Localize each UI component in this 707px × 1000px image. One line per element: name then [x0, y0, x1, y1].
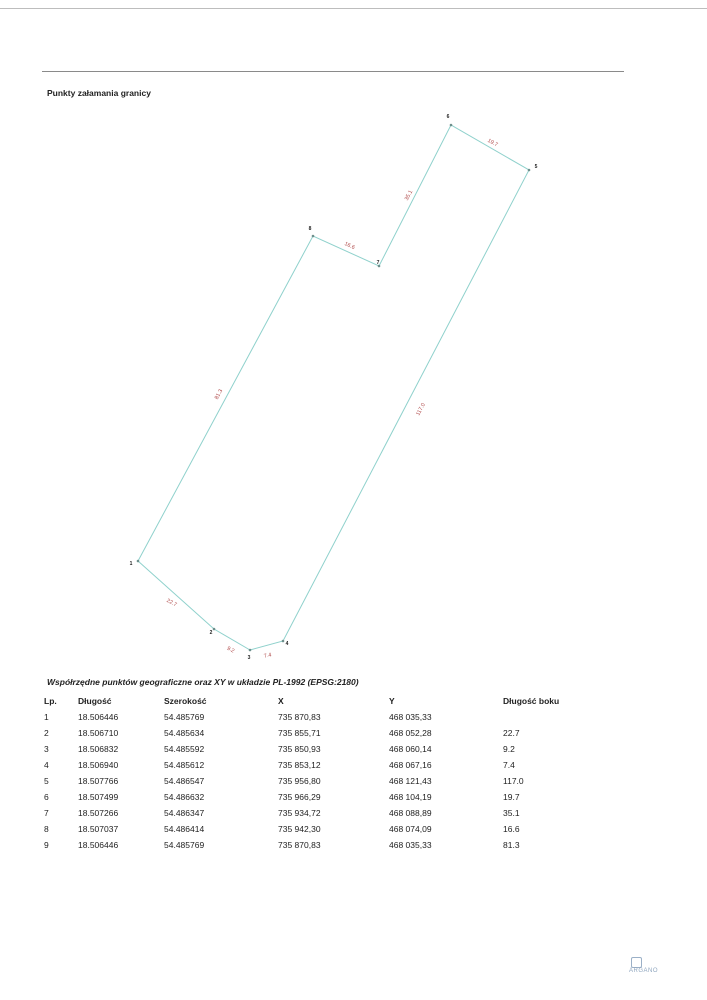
- point-label: 3: [247, 655, 251, 661]
- point-label: 7: [376, 260, 380, 266]
- boundary-vertex: [450, 124, 453, 127]
- cell-y: 468 104,19: [389, 792, 432, 802]
- boundary-vertex: [312, 235, 315, 238]
- logo-mark-icon: [631, 957, 642, 968]
- cell-longitude: 18.506940: [78, 760, 119, 770]
- cell-y: 468 121,43: [389, 776, 432, 786]
- header-y: Y: [389, 696, 395, 706]
- cell-side-length: [503, 709, 583, 725]
- cell-latitude: 54.485592: [164, 744, 205, 754]
- table-row: [44, 837, 583, 853]
- header-side-length: Długość boku: [503, 696, 560, 706]
- side-length-label: 22.7: [165, 597, 178, 609]
- coordinates-table: [44, 693, 583, 853]
- point-label: 6: [446, 114, 450, 120]
- cell-latitude: 54.486547: [164, 776, 205, 786]
- cell-side-length: 16.6: [503, 824, 520, 834]
- point-label: 8: [308, 226, 312, 232]
- cell-x: 735 956,80: [278, 776, 321, 786]
- cell-latitude: 54.486414: [164, 824, 205, 834]
- header-latitude: Szerokość: [164, 696, 207, 706]
- boundary-polygon: [138, 125, 529, 650]
- boundary-vertex: [528, 169, 531, 172]
- cell-x: 735 850,93: [278, 744, 321, 754]
- header-longitude: Długość: [78, 696, 112, 706]
- cell-x: 735 942,30: [278, 824, 321, 834]
- table-header-row: [44, 693, 583, 709]
- table-row: [44, 805, 583, 821]
- table-row: [44, 821, 583, 837]
- cell-side-length: 19.7: [503, 792, 520, 802]
- cell-longitude: 18.506446: [78, 712, 119, 722]
- cell-x: 735 870,83: [278, 840, 321, 850]
- cell-longitude: 18.506710: [78, 728, 119, 738]
- cell-x: 735 934,72: [278, 808, 321, 818]
- cell-x: 735 966,29: [278, 792, 321, 802]
- header-x: X: [278, 696, 284, 706]
- side-length-label: 9.2: [225, 645, 236, 655]
- cell-latitude: 54.485769: [164, 712, 205, 722]
- cell-side-length: 117.0: [503, 776, 524, 786]
- point-label: 2: [209, 630, 213, 636]
- side-length-label: 7.4: [263, 652, 273, 660]
- cell-latitude: 54.485612: [164, 760, 205, 770]
- cell-side-length: 81.3: [503, 840, 520, 850]
- cell-y: 468 035,33: [389, 712, 432, 722]
- boundary-vertex: [213, 628, 216, 631]
- cell-lp: 8: [44, 824, 49, 834]
- cell-x: 735 855,71: [278, 728, 321, 738]
- cell-lp: 7: [44, 808, 49, 818]
- side-length-label: 16.6: [343, 241, 356, 252]
- cell-lp: 3: [44, 744, 49, 754]
- coordinates-table-body: [44, 709, 583, 853]
- cell-side-length: 22.7: [503, 728, 520, 738]
- cell-side-length: 9.2: [503, 744, 515, 754]
- table-row: [44, 725, 583, 741]
- boundary-vertex: [137, 560, 140, 563]
- argano-logo: [629, 957, 673, 977]
- cell-longitude: 18.507499: [78, 792, 119, 802]
- cell-y: 468 074,09: [389, 824, 432, 834]
- cell-y: 468 052,28: [389, 728, 432, 738]
- cell-lp: 5: [44, 776, 49, 786]
- cell-latitude: 54.486347: [164, 808, 205, 818]
- point-label: 1: [129, 561, 133, 567]
- cell-x: 735 870,83: [278, 712, 321, 722]
- table-row: [44, 757, 583, 773]
- cell-x: 735 853,12: [278, 760, 321, 770]
- cell-longitude: 18.506446: [78, 840, 119, 850]
- cell-lp: 2: [44, 728, 49, 738]
- cell-lp: 1: [44, 712, 49, 722]
- boundary-vertex: [282, 640, 285, 643]
- cell-lp: 9: [44, 840, 49, 850]
- logo-text: ARGANO: [629, 968, 659, 974]
- table-row: [44, 789, 583, 805]
- cell-lp: 4: [44, 760, 49, 770]
- cell-latitude: 54.485769: [164, 840, 205, 850]
- side-length-label: 81.3: [213, 388, 225, 401]
- cell-y: 468 088,89: [389, 808, 432, 818]
- cell-y: 468 067,16: [389, 760, 432, 770]
- cell-longitude: 18.507037: [78, 824, 119, 834]
- cell-latitude: 54.485634: [164, 728, 205, 738]
- table-row: [44, 709, 583, 725]
- coordinates-heading: Współrzędne punktów geograficzne oraz XY w układzie PL-1992 (EPSG:2180): [47, 677, 359, 687]
- table-row: [44, 741, 583, 757]
- cell-y: 468 035,33: [389, 840, 432, 850]
- point-label: 5: [534, 164, 538, 170]
- header-lp: Lp.: [44, 696, 57, 706]
- cell-longitude: 18.507266: [78, 808, 119, 818]
- side-length-label: 35.1: [403, 189, 415, 202]
- cell-y: 468 060,14: [389, 744, 432, 754]
- cell-longitude: 18.506832: [78, 744, 119, 754]
- cell-lp: 6: [44, 792, 49, 802]
- boundary-vertex: [249, 649, 252, 652]
- cell-longitude: 18.507766: [78, 776, 119, 786]
- cell-side-length: 35.1: [503, 808, 520, 818]
- side-length-label: 19.7: [486, 137, 499, 149]
- point-label: 4: [285, 641, 289, 647]
- table-row: [44, 773, 583, 789]
- side-length-label: 117.0: [415, 402, 427, 417]
- cell-latitude: 54.486632: [164, 792, 205, 802]
- plot-title: Punkty załamania granicy: [47, 88, 151, 98]
- cell-side-length: 7.4: [503, 760, 515, 770]
